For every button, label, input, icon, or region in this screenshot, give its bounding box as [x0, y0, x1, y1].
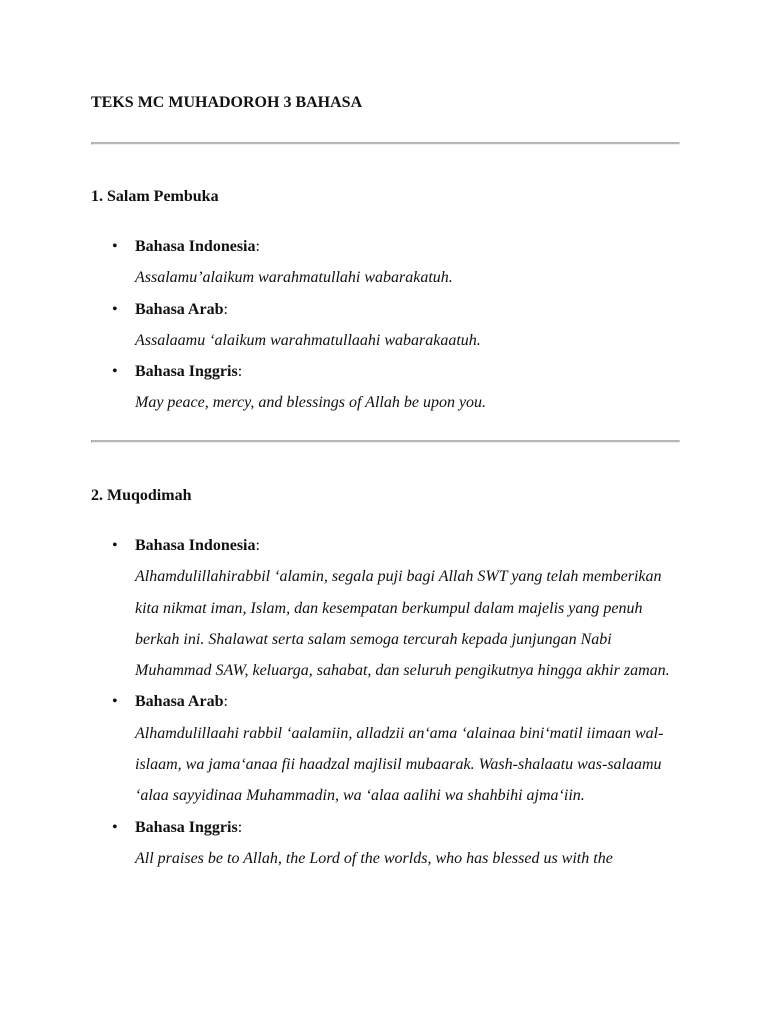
- language-label: [135, 812, 678, 843]
- list-item: [91, 686, 678, 811]
- language-label: [135, 530, 678, 561]
- language-text: Alhamdulillaahi rabbil ‘aalamiin, alladzii an‘ama ‘alainaa bini‘matil iimaan wal-islaam, wa jama‘anaa fii haadzal majlisil mubaarak. Wash-shalaatu was-salaamu ‘alaa sayyidinaa Muhammadin, wa ‘alaa aalihi wa shahbihi ajma‘iin.: [135, 724, 664, 805]
- language-label: [135, 686, 678, 717]
- language-label: [135, 356, 678, 387]
- bullet-icon: •: [112, 693, 118, 711]
- language-text: May peace, mercy, and blessings of Allah be upon you.: [135, 394, 487, 412]
- language-name: Bahasa Arab: [135, 693, 224, 711]
- bullet-icon: •: [112, 238, 118, 255]
- language-name: Bahasa Indonesia: [135, 238, 256, 255]
- language-label: [135, 231, 678, 262]
- language-name: Bahasa Inggris: [135, 363, 238, 381]
- language-text: All praises be to Allah, the Lord of the worlds, who has blessed us with the: [135, 849, 613, 867]
- horizontal-divider: [91, 142, 680, 145]
- language-text: Assalaamu ‘alaikum warahmatullaahi wabarakaatuh.: [135, 331, 481, 349]
- list-item: [91, 231, 678, 294]
- muqodimah-list: [91, 530, 678, 874]
- section-heading-muqodimah: 2. Muqodimah: [91, 487, 192, 504]
- list-item: [91, 812, 678, 875]
- language-name: Bahasa Inggris: [135, 818, 238, 836]
- section-heading-salam-pembuka: 1. Salam Pembuka: [91, 188, 219, 205]
- list-item: [91, 356, 678, 419]
- bullet-icon: •: [112, 300, 118, 318]
- language-name: Bahasa Indonesia: [135, 537, 256, 554]
- label-colon: :: [223, 693, 228, 711]
- label-colon: :: [237, 363, 243, 381]
- label-colon: :: [255, 238, 260, 255]
- language-label: [135, 294, 678, 325]
- list-item: [91, 294, 678, 357]
- bullet-icon: •: [112, 363, 118, 381]
- language-text: Assalamu’alaikum warahmatullahi wabarakatuh.: [135, 269, 453, 287]
- label-colon: :: [255, 537, 260, 554]
- language-name: Bahasa Arab: [135, 300, 224, 318]
- label-colon: :: [237, 818, 243, 836]
- bullet-icon: •: [112, 537, 118, 554]
- document-title: TEKS MC MUHADOROH 3 BAHASA: [91, 94, 363, 111]
- label-colon: :: [223, 300, 228, 318]
- language-text: Alhamdulillahirabbil ‘alamin, segala puji bagi Allah SWT yang telah memberikan kita nikmat iman, Islam, dan kesempatan berkumpul dalam majelis yang penuh berkah ini. Shalawat serta salam semoga tercurah kepada junjungan Nabi Muhammad SAW, keluarga, sahabat, dan seluruh pengikutnya hingga akhir zaman.: [135, 568, 670, 680]
- salam-pembuka-list: [91, 231, 678, 419]
- horizontal-divider: [91, 440, 680, 443]
- bullet-icon: •: [112, 818, 118, 836]
- list-item: [91, 530, 678, 686]
